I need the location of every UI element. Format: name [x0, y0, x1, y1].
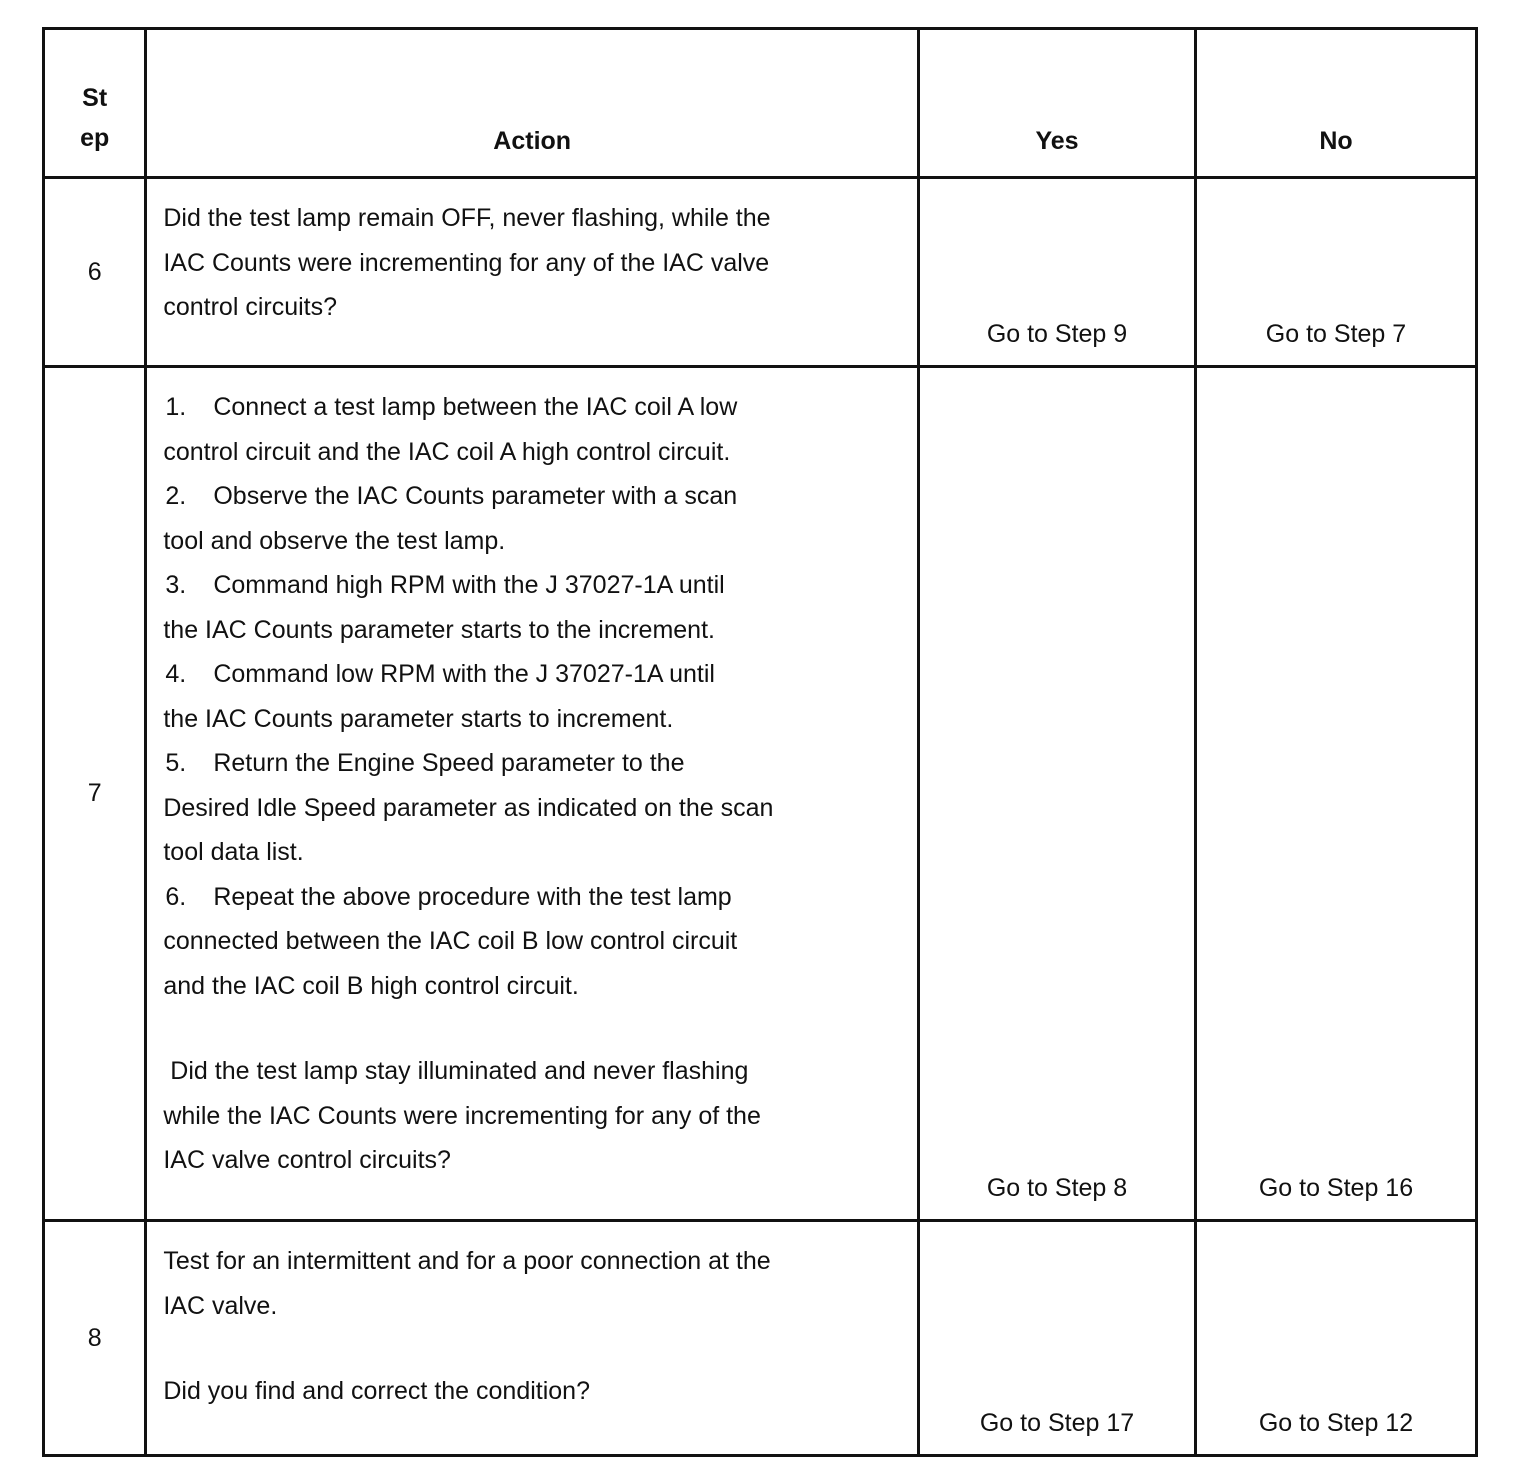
item-text: connected between the IAC coil B low control circuit [163, 927, 738, 955]
item-text: and the IAC coil B high control circuit. [163, 971, 579, 1000]
action-line: control circuits? [163, 293, 338, 321]
question-line: Did you find and correct the condition? [163, 1377, 590, 1405]
action-line: IAC valve. [163, 1291, 278, 1320]
header-step-line-1: St [82, 84, 108, 112]
header-action: Action [146, 29, 919, 178]
header-yes: Yes [919, 29, 1196, 178]
yes-outcome: Go to Step 8 [919, 367, 1196, 1221]
item-text: tool data list. [163, 838, 304, 866]
list-item [163, 385, 917, 430]
no-outcome: Go to Step 16 [1195, 367, 1476, 1221]
header-no: No [1195, 29, 1476, 178]
item-number: 1. [165, 393, 187, 421]
item-text: the IAC Counts parameter starts to increment. [163, 704, 674, 733]
no-outcome: Go to Step 12 [1195, 1221, 1476, 1456]
item-text: tool and observe the test lamp. [163, 526, 506, 555]
item-number: 2. [165, 482, 187, 510]
yes-outcome: Go to Step 17 [919, 1221, 1196, 1456]
action-line: Test for an intermittent and for a poor connection at the [163, 1247, 771, 1275]
item-text: Connect a test lamp between the IAC coil A low [213, 393, 738, 421]
yes-outcome: Go to Step 9 [919, 178, 1196, 367]
action-cell [146, 1221, 919, 1456]
header-step-line-2: ep [80, 124, 110, 152]
action-line: Did the test lamp remain OFF, never flashing, while the [163, 204, 771, 232]
list-item [163, 474, 917, 519]
item-text: Return the Engine Speed parameter to the [213, 749, 685, 777]
item-text: Command low RPM with the J 37027-1A until [213, 660, 715, 688]
list-item [163, 875, 917, 920]
item-text: Command high RPM with the J 37027-1A until [213, 571, 725, 599]
table-row [44, 178, 1477, 367]
action-line: IAC Counts were incrementing for any of the IAC valve [163, 248, 770, 277]
table-row [44, 367, 1477, 1221]
header-step [44, 29, 146, 178]
item-text: control circuit and the IAC coil A high control circuit. [163, 437, 731, 466]
action-cell [146, 367, 919, 1221]
question-line: Did the test lamp stay illuminated and never flashing [163, 1057, 749, 1085]
no-outcome: Go to Step 7 [1195, 178, 1476, 367]
spacer [163, 1328, 917, 1369]
spacer [163, 1008, 917, 1049]
table-row [44, 1221, 1477, 1456]
item-number: 3. [165, 571, 187, 599]
item-text: Repeat the above procedure with the test lamp [213, 882, 732, 911]
question-line: while the IAC Counts were incrementing for any of the [163, 1101, 761, 1130]
item-number: 5. [165, 749, 187, 777]
question-line: IAC valve control circuits? [163, 1146, 451, 1174]
list-item [163, 563, 917, 608]
item-number: 4. [165, 660, 187, 688]
item-text: the IAC Counts parameter starts to the increment. [163, 615, 715, 644]
list-item [163, 741, 917, 786]
step-number: 8 [44, 1221, 146, 1456]
action-cell [146, 178, 919, 367]
list-item [163, 652, 917, 697]
step-number: 7 [44, 367, 146, 1221]
item-text: Observe the IAC Counts parameter with a scan [213, 482, 738, 510]
diagnostic-table [42, 27, 1478, 1457]
step-number: 6 [44, 178, 146, 367]
item-number: 6. [165, 882, 187, 911]
item-text: Desired Idle Speed parameter as indicated on the scan [163, 793, 774, 822]
header-row [44, 29, 1477, 178]
